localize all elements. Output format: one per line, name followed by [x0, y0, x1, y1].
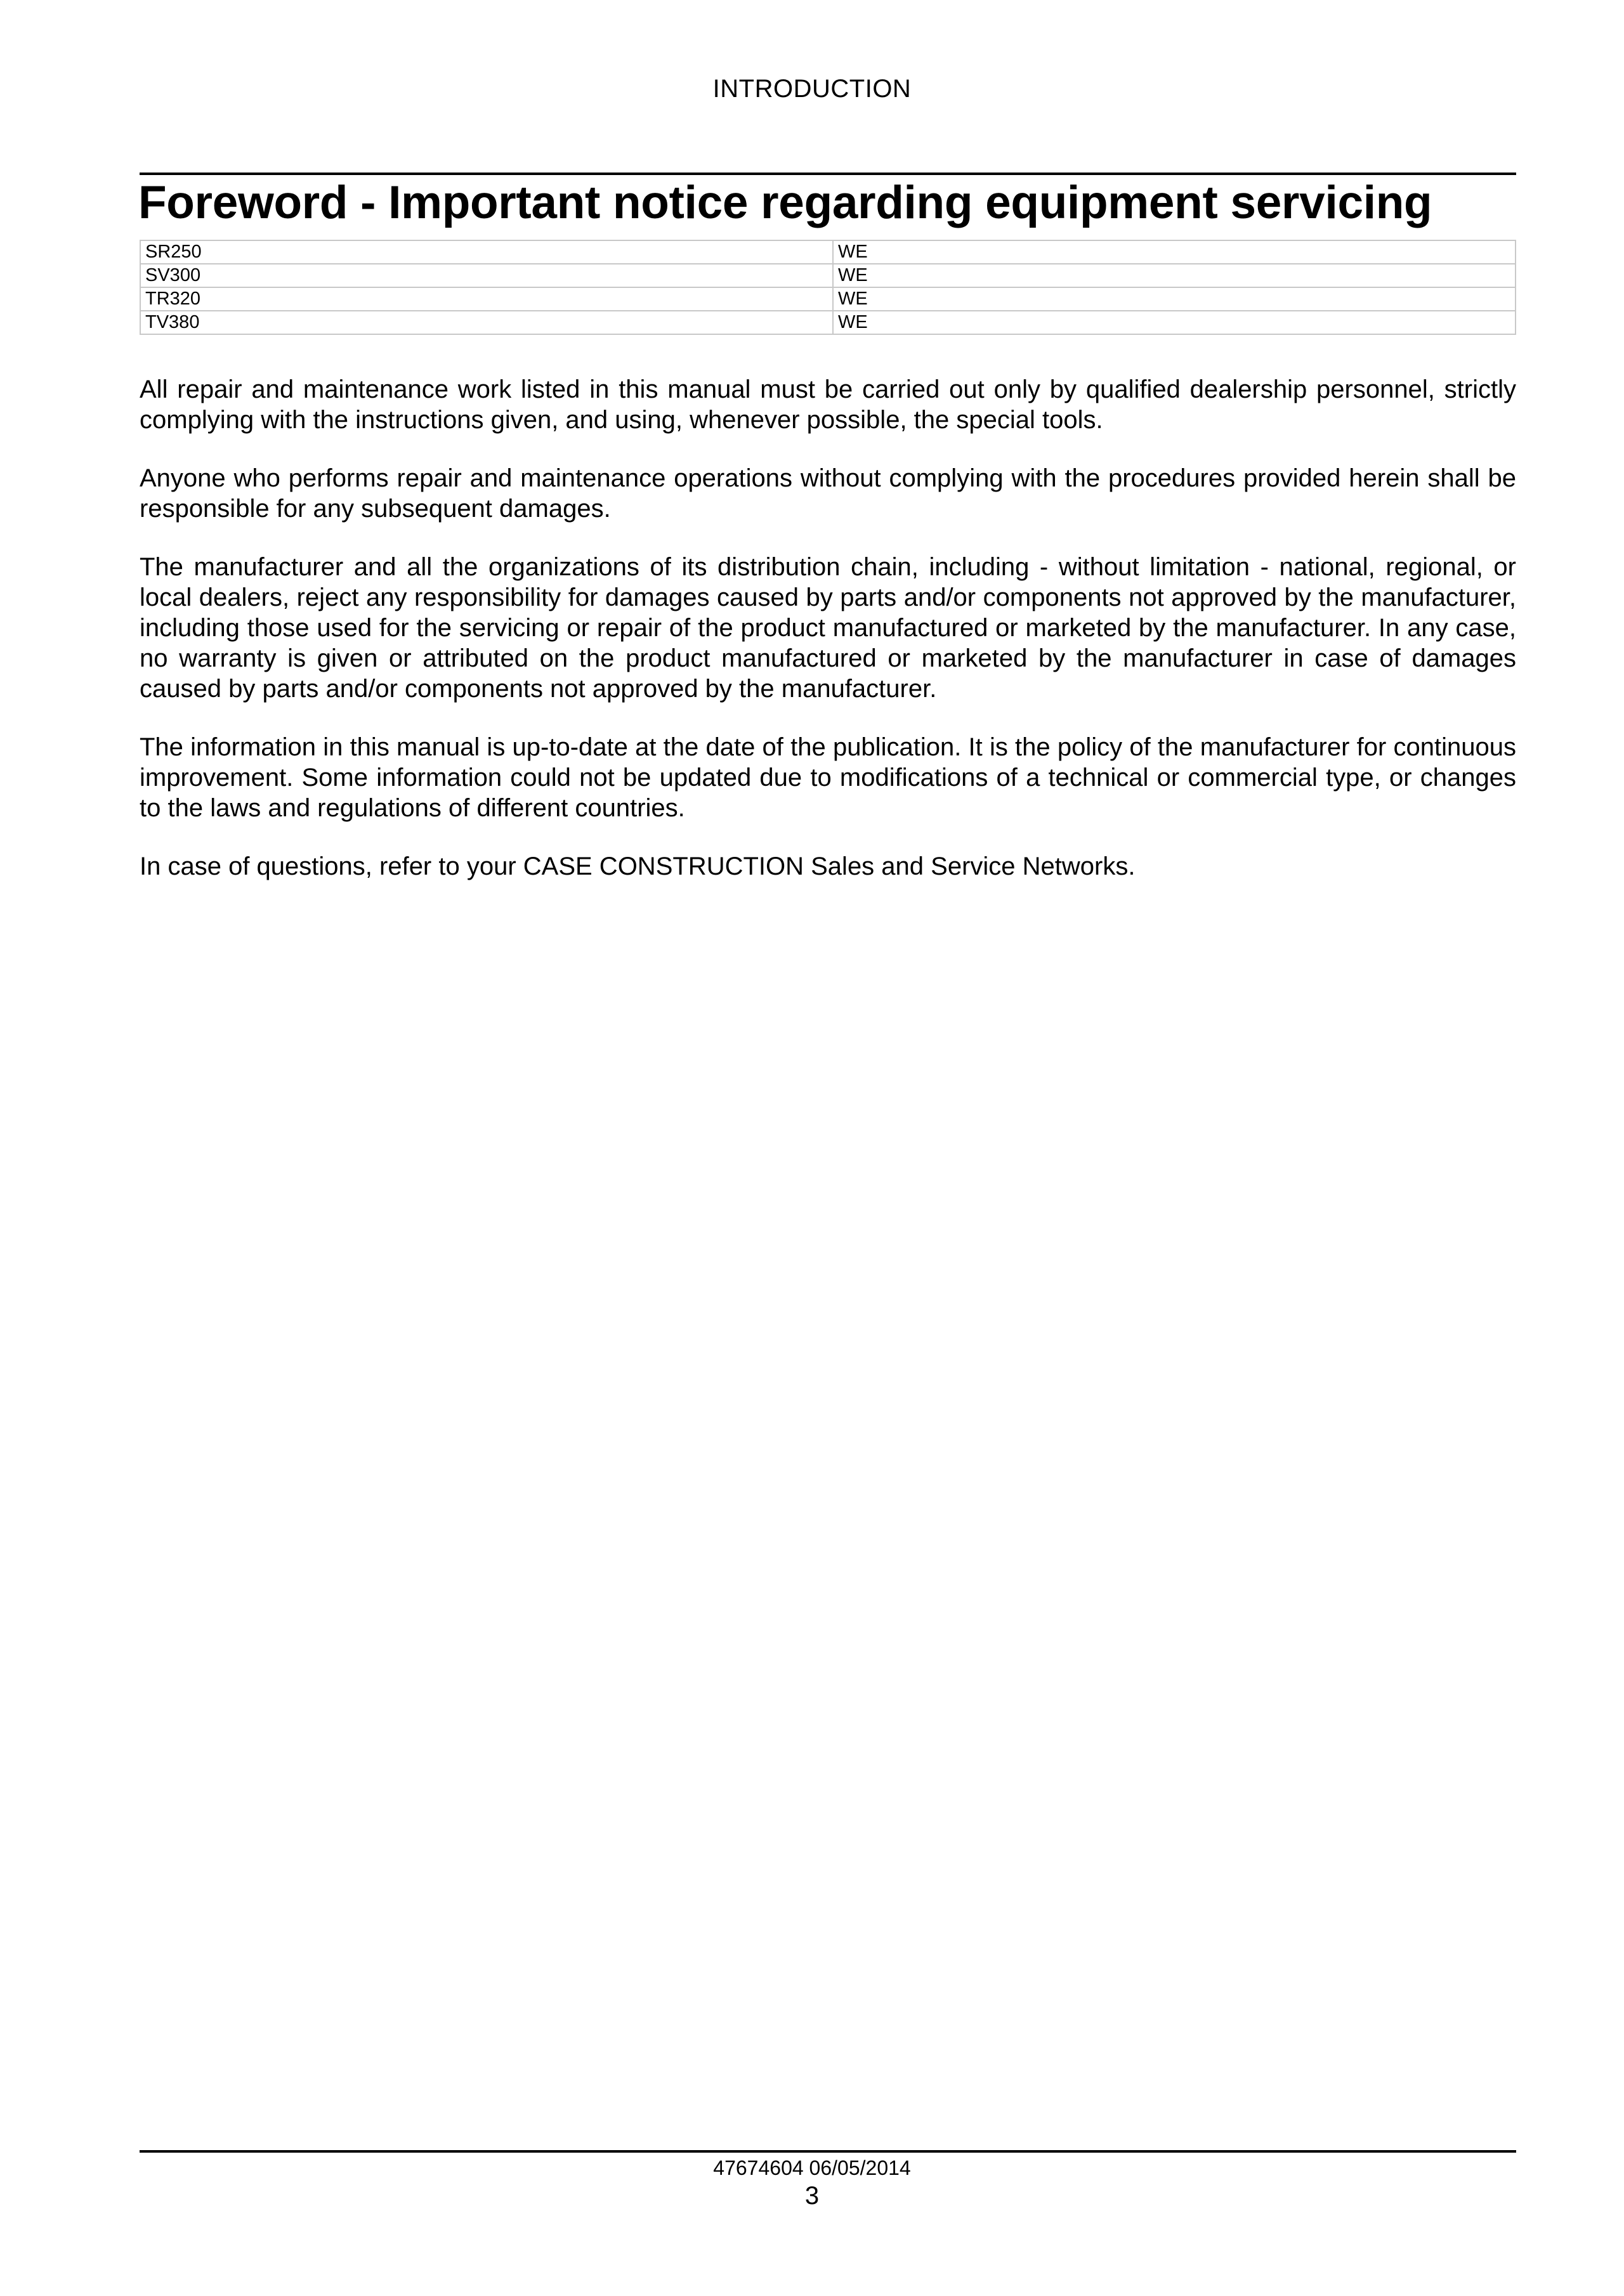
region-cell: WE: [833, 240, 1516, 264]
model-cell: SR250: [140, 240, 833, 264]
document-id: 47674604 06/05/2014: [713, 2156, 911, 2179]
model-cell: TV380: [140, 311, 833, 334]
page-title: Foreword - Important notice regarding equipment servicing: [138, 177, 1432, 228]
section-header: INTRODUCTION: [712, 75, 912, 103]
model-cell: SV300: [140, 264, 833, 287]
paragraph-information-currency: The information in this manual is up-to-date at the date of the publication. It is the policy of the manufacturer for continuous improvement. Some information could not be updated due to modifications of a technical or commercial type, or changes to the laws and regulations of different countries.: [140, 733, 1516, 822]
models-table: [140, 240, 1516, 335]
table-row: [140, 240, 1516, 264]
table-row: [140, 264, 1516, 287]
body-text: [140, 374, 1516, 910]
paragraph-contact: In case of questions, refer to your CASE CONSTRUCTION Sales and Service Networks.: [140, 852, 1136, 880]
region-cell: WE: [833, 264, 1516, 287]
footer-divider: [140, 2150, 1516, 2153]
page-number: 3: [804, 2182, 820, 2210]
paragraph-responsibility: Anyone who performs repair and maintenance operations without complying with the procedures provided herein shall be responsible for any subsequent damages.: [140, 464, 1516, 523]
model-cell: TR320: [140, 287, 833, 311]
region-cell: WE: [833, 311, 1516, 334]
region-cell: WE: [833, 287, 1516, 311]
paragraph-qualified-personnel: All repair and maintenance work listed in this manual must be carried out only by qualified dealership personnel, strictly complying with the instructions given, and using, whenever possible, the special tools.: [140, 375, 1516, 434]
table-row: [140, 311, 1516, 334]
table-row: [140, 287, 1516, 311]
paragraph-liability-disclaimer: The manufacturer and all the organizations of its distribution chain, including - without limitation - national, regional, or local dealers, reject any responsibility for damages caused by parts and/or components not approved by the manufacturer, including those used for the servicing or repair of the product manufactured or marketed by the manufacturer. In any case, no warranty is given or attributed on the product manufactured or marketed by the manufacturer in case of damages caused by parts and/or components not approved by the manufacturer.: [140, 553, 1516, 703]
header-divider: [140, 173, 1516, 175]
